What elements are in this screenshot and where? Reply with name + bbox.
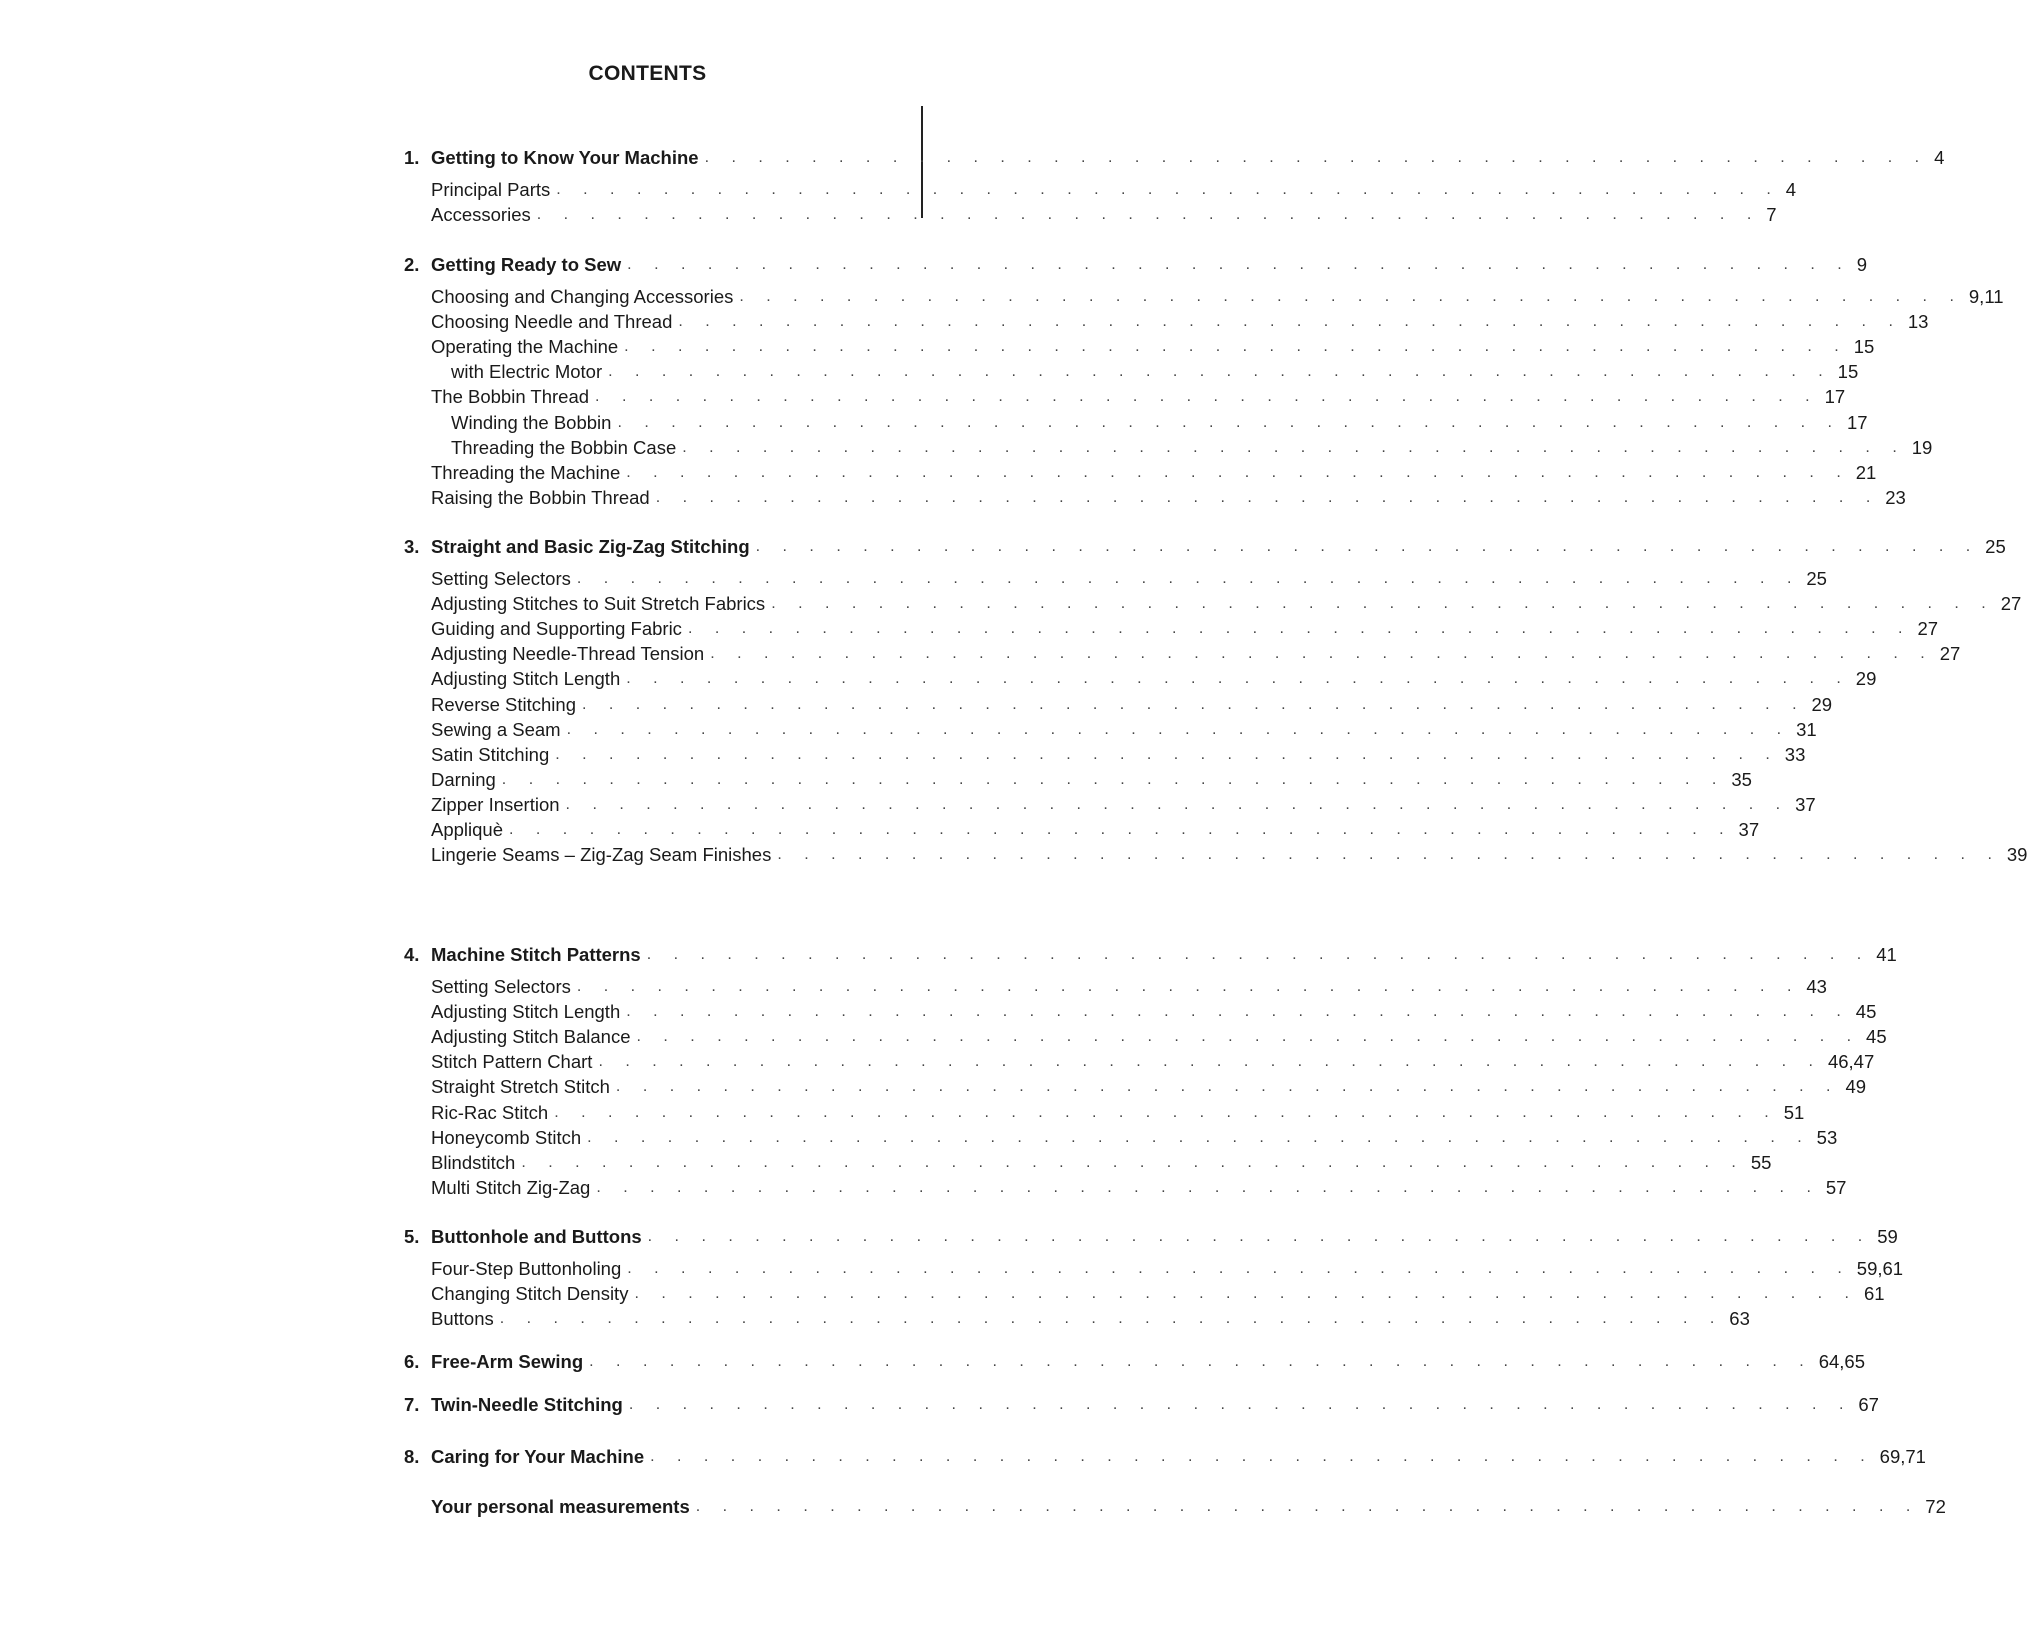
section-title: Getting to Know Your Machine bbox=[431, 147, 699, 168]
toc-entry bbox=[404, 566, 1827, 592]
entry-label: Adjusting Stitch Length bbox=[431, 1001, 621, 1022]
dot-leader: . . . . . . . . . . . . . . . . . . . . . . . . . . . . . . . . . . . . . . . . . . . . . . bbox=[576, 978, 1801, 995]
toc-entry bbox=[404, 792, 1816, 818]
entry-label: Stitch Pattern Chart bbox=[431, 1051, 593, 1072]
toc-entry bbox=[404, 641, 1961, 667]
section-title: Twin-Needle Stitching bbox=[431, 1394, 623, 1415]
entry-label: Straight Stretch Stitch bbox=[431, 1076, 610, 1097]
page-number: 39 bbox=[2006, 844, 2027, 865]
section-number: 6. bbox=[404, 1351, 420, 1372]
page-number: 29 bbox=[1855, 668, 1877, 689]
page-number: 33 bbox=[1784, 744, 1806, 765]
page-number: 4 bbox=[1934, 147, 1945, 168]
section-number: 5. bbox=[404, 1226, 420, 1247]
dot-leader: . . . . . . . . . . . . . . . . . . . . . . . . . . . . . . . . . . . . . . . . . . . . . . bbox=[678, 313, 1902, 330]
section-number: 3. bbox=[404, 536, 420, 557]
page-number: 43 bbox=[1806, 976, 1827, 997]
entry-label: Adjusting Needle-Thread Tension bbox=[431, 643, 705, 664]
section-number: 1. bbox=[404, 147, 420, 168]
toc-entry bbox=[404, 692, 1833, 718]
dot-leader: . . . . . . . . . . . . . . . . . . . . . . . . . . . . . . . . . . . . . . . . . . . . . . bbox=[595, 388, 1819, 405]
page-number: 27 bbox=[2000, 593, 2022, 614]
toc-entry bbox=[404, 1175, 1847, 1201]
dot-leader: . . . . . . . . . . . . . . . . . . . . . . . . . . . . . . . . . . . . . . . . . . . . . . bbox=[556, 181, 1780, 198]
toc-entry bbox=[404, 666, 1877, 692]
page-number: 21 bbox=[1855, 462, 1877, 483]
section-title: Getting Ready to Sew bbox=[431, 254, 622, 275]
dot-leader: . . . . . . . . . . . . . . . . . . . . . . . . . . . . . . . . . . . . . . . . . . . . . . bbox=[626, 464, 1850, 481]
dot-leader: . . . . . . . . . . . . . . . . . . . . . . . . . . . . . . . . . . . . . . . . . . . . . . bbox=[554, 1104, 1778, 1121]
section-number: 2. bbox=[404, 254, 420, 275]
entry-label: Adjusting Stitch Balance bbox=[431, 1026, 631, 1047]
dot-leader: . . . . . . . . . . . . . . . . . . . . . . . . . . . . . . . . . . . . . . . . . . . . . . bbox=[771, 595, 1995, 612]
page-number: 17 bbox=[1824, 386, 1846, 407]
entry-label: Choosing and Changing Accessories bbox=[431, 286, 734, 307]
toc-entry bbox=[404, 284, 2004, 310]
section-number: 8. bbox=[404, 1446, 420, 1467]
dot-leader: . . . . . . . . . . . . . . . . . . . . . . . . . . . . . . . . . . . . . . . . . . . . . . bbox=[581, 696, 1806, 713]
toc-entry bbox=[404, 460, 1877, 486]
toc-entry bbox=[404, 1024, 1887, 1050]
entry-label: Adjusting Stitch Length bbox=[431, 668, 621, 689]
page-number: 15 bbox=[1837, 361, 1859, 382]
dot-leader: . . . . . . . . . . . . . . . . . . . . . . . . . . . . . . . . . . . . . . . . . . . . . . bbox=[624, 338, 1848, 355]
page-number: 17 bbox=[1846, 412, 1868, 433]
entry-label: Setting Selectors bbox=[431, 568, 571, 589]
entry-label: The Bobbin Thread bbox=[431, 386, 590, 407]
toc-entry bbox=[404, 1100, 1805, 1126]
dot-leader: . . . . . . . . . . . . . . . . . . . . . . . . . . . . . . . . . . . . . . . . . . . . . . bbox=[566, 721, 1791, 738]
page-number: 61 bbox=[1863, 1283, 1885, 1304]
entry-label: Threading the Bobbin Case bbox=[451, 437, 677, 458]
toc-entry bbox=[404, 309, 1929, 335]
section-heading bbox=[404, 1349, 1865, 1375]
page-title: CONTENTS bbox=[588, 62, 707, 85]
page-number: 59,61 bbox=[1856, 1258, 1904, 1279]
dot-leader: . . . . . . . . . . . . . . . . . . . . . . . . . . . . . . . . . . . . . . . . . . . . . . bbox=[501, 771, 1726, 788]
entry-label: Winding the Bobbin bbox=[451, 412, 612, 433]
entry-label: Darning bbox=[431, 769, 496, 790]
section-heading bbox=[404, 1444, 1926, 1470]
dot-leader: . . . . . . . . . . . . . . . . . . . . . . . . . . . . . . . . . . . . . . . . . . . . . . bbox=[646, 946, 1871, 963]
entry-label: Operating the Machine bbox=[431, 336, 619, 357]
toc-entry bbox=[404, 974, 1827, 1000]
toc-entry bbox=[404, 485, 1906, 511]
page-number: 37 bbox=[1738, 819, 1760, 840]
page-number: 9,11 bbox=[1968, 286, 2004, 307]
dot-leader: . . . . . . . . . . . . . . . . . . . . . . . . . . . . . . . . . . . . . . . . . . . . . . bbox=[587, 1129, 1811, 1146]
toc-entry bbox=[404, 842, 2027, 868]
entry-label: Raising the Bobbin Thread bbox=[431, 487, 650, 508]
entry-label: Principal Parts bbox=[431, 179, 551, 200]
dot-leader: . . . . . . . . . . . . . . . . . . . . . . . . . . . . . . . . . . . . . . . . . . . . . . bbox=[626, 670, 1850, 687]
dot-leader: . . . . . . . . . . . . . . . . . . . . . . . . . . . . . . . . . . . . . . . . . . . . . . bbox=[596, 1179, 1820, 1196]
page-number: 55 bbox=[1750, 1152, 1772, 1173]
section-heading bbox=[404, 534, 2006, 560]
section-heading bbox=[404, 145, 1945, 171]
section-heading bbox=[404, 942, 1897, 968]
page-number: 49 bbox=[1845, 1076, 1867, 1097]
dot-leader: . . . . . . . . . . . . . . . . . . . . . . . . . . . . . . . . . . . . . . . . . . . . . . bbox=[710, 645, 1934, 662]
page-number: 59 bbox=[1877, 1226, 1898, 1247]
page-number: 7 bbox=[1766, 204, 1777, 225]
dot-leader: . . . . . . . . . . . . . . . . . . . . . . . . . . . . . . . . . . . . . . . . . . . . . . bbox=[687, 620, 1912, 637]
toc-entry bbox=[404, 767, 1752, 793]
section-title: Machine Stitch Patterns bbox=[431, 944, 641, 965]
section-heading bbox=[404, 1224, 1898, 1250]
toc-entry bbox=[404, 334, 1875, 360]
toc-entry bbox=[404, 1256, 1904, 1282]
toc-entry bbox=[404, 1074, 1867, 1100]
dot-leader: . . . . . . . . . . . . . . . . . . . . . . . . . . . . . . . . . . . . . . . . . . . . . . bbox=[626, 1003, 1850, 1020]
page-number: 19 bbox=[1911, 437, 1933, 458]
page-number: 45 bbox=[1866, 1026, 1887, 1047]
page-number: 37 bbox=[1795, 794, 1816, 815]
dot-leader: . . . . . . . . . . . . . . . . . . . . . . . . . . . . . . . . . . . . . . . . . . . . . . bbox=[634, 1285, 1858, 1302]
section-heading bbox=[404, 1392, 1879, 1418]
toc-entry bbox=[404, 1281, 1885, 1307]
dot-leader: . . . . . . . . . . . . . . . . . . . . . . . . . . . . . . . . . . . . . . . . . . . . . . bbox=[536, 206, 1761, 223]
toc-entry-final bbox=[404, 1494, 1946, 1520]
dot-leader: . . . . . . . . . . . . . . . . . . . . . . . . . . . . . . . . . . . . . . . . . . . . . . bbox=[589, 1353, 1813, 1370]
entry-label: Choosing Needle and Thread bbox=[431, 311, 673, 332]
dot-leader: . . . . . . . . . . . . . . . . . . . . . . . . . . . . . . . . . . . . . . . . . . . . . . bbox=[627, 256, 1851, 273]
dot-leader: . . . . . . . . . . . . . . . . . . . . . . . . . . . . . . . . . . . . . . . . . . . . . . bbox=[608, 363, 1832, 380]
dot-leader: . . . . . . . . . . . . . . . . . . . . . . . . . . . . . . . . . . . . . . . . . . . . . . bbox=[509, 821, 1733, 838]
page-number: 72 bbox=[1925, 1496, 1946, 1517]
page-number: 46,47 bbox=[1827, 1051, 1875, 1072]
entry-label: Blindstitch bbox=[431, 1152, 516, 1173]
dot-leader: . . . . . . . . . . . . . . . . . . . . . . . . . . . . . . . . . . . . . . . . . . . . . . bbox=[650, 1448, 1874, 1465]
page-number: 9 bbox=[1856, 254, 1867, 275]
entry-label: Adjusting Stitches to Suit Stretch Fabrics bbox=[431, 593, 766, 614]
entry-label: Four-Step Buttonholing bbox=[431, 1258, 622, 1279]
dot-leader: . . . . . . . . . . . . . . . . . . . . . . . . . . . . . . . . . . . . . . . . . . . . . . bbox=[617, 414, 1841, 431]
dot-leader: . . . . . . . . . . . . . . . . . . . . . . . . . . . . . . . . . . . . . . . . . . . . . . bbox=[647, 1228, 1872, 1245]
toc-entry bbox=[404, 359, 1859, 385]
entry-label: Appliquè bbox=[431, 819, 504, 840]
section-number: 4. bbox=[404, 944, 420, 965]
entry-label: Honeycomb Stitch bbox=[431, 1127, 582, 1148]
dot-leader: . . . . . . . . . . . . . . . . . . . . . . . . . . . . . . . . . . . . . . . . . . . . . . bbox=[555, 746, 1779, 763]
toc-entry bbox=[404, 177, 1797, 203]
section-number: 7. bbox=[404, 1394, 420, 1415]
dot-leader: . . . . . . . . . . . . . . . . . . . . . . . . . . . . . . . . . . . . . . . . . . . . . . bbox=[695, 1498, 1920, 1515]
entry-label: with Electric Motor bbox=[451, 361, 603, 382]
section-heading bbox=[404, 252, 1867, 278]
entry-label: Your personal measurements bbox=[431, 1496, 690, 1517]
toc-entry bbox=[404, 384, 1846, 410]
entry-label: Accessories bbox=[431, 204, 531, 225]
toc-entry bbox=[404, 999, 1877, 1025]
page-number: 69,71 bbox=[1879, 1446, 1926, 1467]
dot-leader: . . . . . . . . . . . . . . . . . . . . . . . . . . . . . . . . . . . . . . . . . . . . . . bbox=[655, 489, 1880, 506]
dot-leader: . . . . . . . . . . . . . . . . . . . . . . . . . . . . . . . . . . . . . . . . . . . . . . bbox=[521, 1154, 1745, 1171]
page-number: 35 bbox=[1731, 769, 1752, 790]
page-number: 4 bbox=[1785, 179, 1797, 200]
entry-label: Guiding and Supporting Fabric bbox=[431, 618, 682, 639]
toc-entry bbox=[404, 817, 1760, 843]
dot-leader: . . . . . . . . . . . . . . . . . . . . . . . . . . . . . . . . . . . . . . . . . . . . . . bbox=[499, 1310, 1724, 1327]
section-title: Free-Arm Sewing bbox=[431, 1351, 584, 1372]
page-number: 64,65 bbox=[1818, 1351, 1865, 1372]
page-number: 67 bbox=[1858, 1394, 1879, 1415]
toc-entry bbox=[404, 410, 1868, 436]
dot-leader: . . . . . . . . . . . . . . . . . . . . . . . . . . . . . . . . . . . . . . . . . . . . . . bbox=[777, 846, 2001, 863]
toc-entry bbox=[404, 435, 1933, 461]
toc-entry bbox=[404, 1150, 1772, 1176]
page-number: 13 bbox=[1907, 311, 1929, 332]
entry-label: Reverse Stitching bbox=[431, 694, 576, 715]
page-number: 25 bbox=[1806, 568, 1827, 589]
entry-label: Changing Stitch Density bbox=[431, 1283, 629, 1304]
toc-entry bbox=[404, 591, 2022, 617]
entry-label: Buttons bbox=[431, 1308, 494, 1329]
entry-label: Zipper Insertion bbox=[431, 794, 560, 815]
dot-leader: . . . . . . . . . . . . . . . . . . . . . . . . . . . . . . . . . . . . . . . . . . . . . . bbox=[682, 439, 1906, 456]
entry-label: Threading the Machine bbox=[431, 462, 621, 483]
toc-entry bbox=[404, 1049, 1875, 1075]
section-title: Straight and Basic Zig-Zag Stitching bbox=[431, 536, 750, 557]
section-title: Buttonhole and Buttons bbox=[431, 1226, 642, 1247]
toc-entry bbox=[404, 742, 1806, 768]
entry-label: Multi Stitch Zig-Zag bbox=[431, 1177, 591, 1198]
section-title: Caring for Your Machine bbox=[431, 1446, 645, 1467]
page-number: 57 bbox=[1825, 1177, 1847, 1198]
dot-leader: . . . . . . . . . . . . . . . . . . . . . . . . . . . . . . . . . . . . . . . . . . . . . . bbox=[628, 1396, 1853, 1413]
dot-leader: . . . . . . . . . . . . . . . . . . . . . . . . . . . . . . . . . . . . . . . . . . . . . . bbox=[627, 1260, 1851, 1277]
page-number: 27 bbox=[1917, 618, 1939, 639]
page-number: 53 bbox=[1816, 1127, 1838, 1148]
dot-leader: . . . . . . . . . . . . . . . . . . . . . . . . . . . . . . . . . . . . . . . . . . . . . . bbox=[704, 149, 1929, 166]
toc-entry bbox=[404, 1306, 1750, 1332]
dot-leader: . . . . . . . . . . . . . . . . . . . . . . . . . . . . . . . . . . . . . . . . . . . . . . bbox=[636, 1028, 1861, 1045]
page-number: 31 bbox=[1796, 719, 1817, 740]
page-number: 27 bbox=[1939, 643, 1961, 664]
toc-entry bbox=[404, 616, 1939, 642]
dot-leader: . . . . . . . . . . . . . . . . . . . . . . . . . . . . . . . . . . . . . . . . . . . . . . bbox=[576, 570, 1801, 587]
entry-label: Setting Selectors bbox=[431, 976, 571, 997]
page-number: 63 bbox=[1729, 1308, 1750, 1329]
page-number: 41 bbox=[1876, 944, 1897, 965]
dot-leader: . . . . . . . . . . . . . . . . . . . . . . . . . . . . . . . . . . . . . . . . . . . . . . bbox=[598, 1053, 1822, 1070]
dot-leader: . . . . . . . . . . . . . . . . . . . . . . . . . . . . . . . . . . . . . . . . . . . . . . bbox=[615, 1078, 1840, 1095]
entry-label: Lingerie Seams – Zig-Zag Seam Finishes bbox=[431, 844, 772, 865]
toc-entry bbox=[404, 717, 1817, 743]
page-number: 51 bbox=[1783, 1102, 1805, 1123]
page-number: 29 bbox=[1811, 694, 1833, 715]
page-number: 23 bbox=[1885, 487, 1906, 508]
dot-leader: . . . . . . . . . . . . . . . . . . . . . . . . . . . . . . . . . . . . . . . . . . . . . . bbox=[739, 288, 1963, 305]
page-number: 25 bbox=[1985, 536, 2006, 557]
entry-label: Satin Stitching bbox=[431, 744, 550, 765]
toc-entry bbox=[404, 1125, 1838, 1151]
toc-entry bbox=[404, 202, 1777, 228]
page-number: 15 bbox=[1853, 336, 1875, 357]
entry-label: Ric-Rac Stitch bbox=[431, 1102, 549, 1123]
page-number: 45 bbox=[1855, 1001, 1877, 1022]
dot-leader: . . . . . . . . . . . . . . . . . . . . . . . . . . . . . . . . . . . . . . . . . . . . . . bbox=[565, 796, 1790, 813]
entry-label: Sewing a Seam bbox=[431, 719, 561, 740]
dot-leader: . . . . . . . . . . . . . . . . . . . . . . . . . . . . . . . . . . . . . . . . . . . . . . bbox=[755, 538, 1980, 555]
